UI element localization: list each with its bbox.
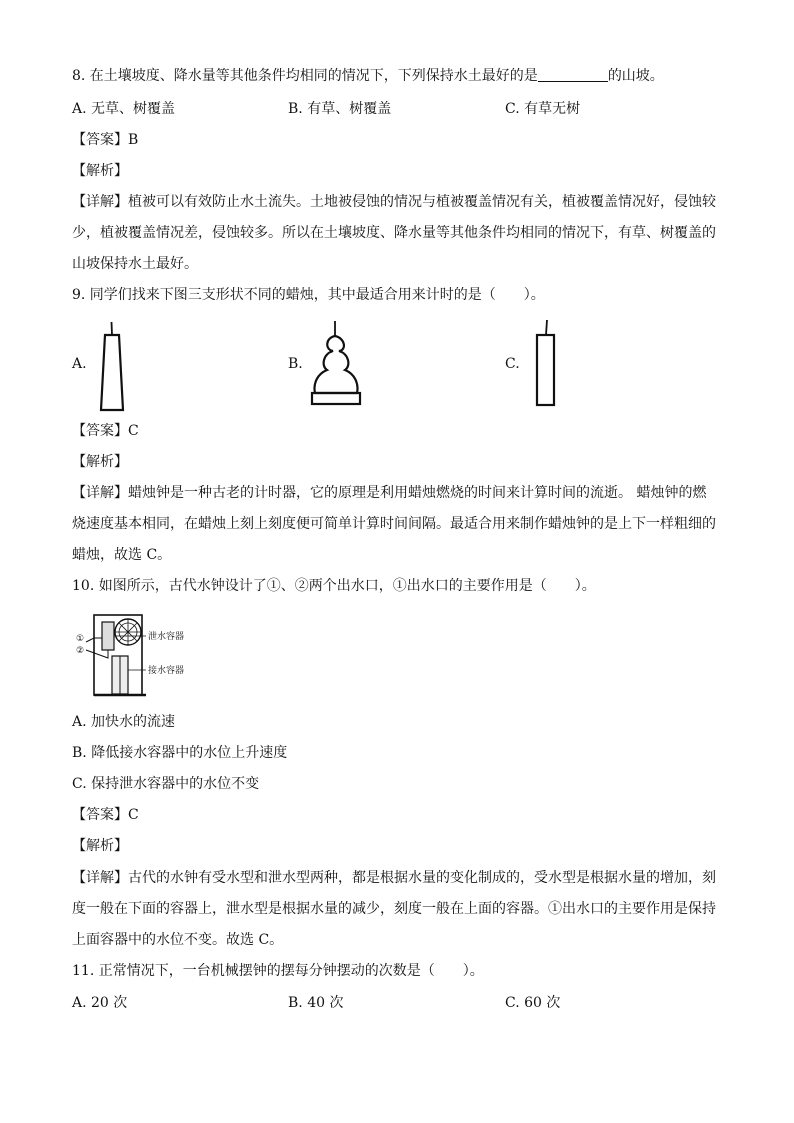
q9-detail-line-2: 烧速度基本相同，在蜡烛上刻上刻度便可简单计算时间间隔。最适合用来制作蜡烛钟的是上下一样粗细的 [72, 516, 716, 532]
q9-option-c-label: C. [505, 356, 520, 372]
q10-analysis-heading: 【解析】 [72, 838, 128, 854]
q9-stem: 9. 同学们找来下图三支形状不同的蜡烛，其中最适合用来计时的是（ ）。 [72, 287, 545, 303]
candle-straight-icon [528, 316, 562, 410]
q9-detail-line-3: 蜡烛，故选 C。 [72, 547, 172, 563]
q10-detail-line-2: 度一般在下面的容器上，泄水型是根据水量的减少，刻度一般在上面的容器。①出水口的主要作用是保持 [72, 901, 716, 917]
q10-stem: 10. 如图所示，古代水钟设计了①、②两个出水口，①出水口的主要作用是（ ）。 [72, 578, 596, 594]
q8-detail-line-1: 【详解】植被可以有效防止水土流失。土地被侵蚀的情况与植被覆盖情况有关，植被覆盖情况好，侵蚀较 [72, 194, 716, 210]
q11-option-b: B. 40 次 [288, 995, 344, 1011]
q10-detail-line-3: 上面容器中的水位不变。故选 C。 [72, 932, 284, 948]
outlet-2-label: ② [76, 646, 85, 656]
q9-detail-line-1: 【详解】蜡烛钟是一种古老的计时器，它的原理是利用蜡烛燃烧的时间来计算时间的流逝。 蜡烛钟的燃 [72, 485, 707, 501]
q9-option-b-label: B. [288, 356, 303, 372]
q8-answer-blank [538, 67, 608, 82]
q8-detail-line-3: 山坡保持水土最好。 [72, 256, 198, 272]
outlet-1-label: ① [76, 634, 85, 644]
q8-analysis-heading: 【解析】 [72, 163, 128, 179]
q11-stem: 11. 正常情况下，一台机械摆钟的摆每分钟摆动的次数是（ ）。 [72, 963, 484, 979]
q11-option-c: C. 60 次 [505, 995, 561, 1011]
q10-option-a: A. 加快水的流速 [72, 714, 176, 730]
water-clock-diagram [72, 610, 207, 700]
q9-answer: 【答案】C [72, 423, 139, 439]
q10-option-c: C. 保持泄水容器中的水位不变 [72, 776, 260, 792]
q9-analysis-heading: 【解析】 [72, 454, 128, 470]
q10-option-b: B. 降低接水容器中的水位上升速度 [72, 745, 288, 761]
lower-container-label: 接水容器 [148, 666, 185, 676]
q8-stem-end: 的山坡。 [607, 68, 664, 84]
q10-answer: 【答案】C [72, 807, 139, 823]
q9-option-a-label: A. [72, 356, 87, 372]
q8-stem-text: 8. 在土壤坡度、降水量等其他条件均相同的情况下，下列保持水土最好的是 [72, 68, 538, 84]
q10-detail-line-1: 【详解】古代的水钟有受水型和泄水型两种，都是根据水量的变化制成的，受水型是根据水量的增加，刻 [72, 870, 716, 886]
q8-stem [72, 66, 664, 86]
upper-container-label: 泄水容器 [148, 632, 185, 642]
q8-option-b: B. 有草、树覆盖 [288, 101, 392, 117]
candle-stacked-icon [309, 316, 363, 410]
candle-tapered-icon [94, 318, 134, 414]
q8-option-a: A. 无草、树覆盖 [72, 101, 176, 117]
q8-option-c: C. 有草无树 [505, 101, 581, 117]
q11-option-a: A. 20 次 [72, 995, 128, 1011]
q8-detail-line-2: 少，植被覆盖情况差，侵蚀较多。所以在土壤坡度、降水量等其他条件均相同的情况下，有草、树覆盖的 [72, 225, 716, 241]
q8-answer: 【答案】B [72, 132, 139, 148]
